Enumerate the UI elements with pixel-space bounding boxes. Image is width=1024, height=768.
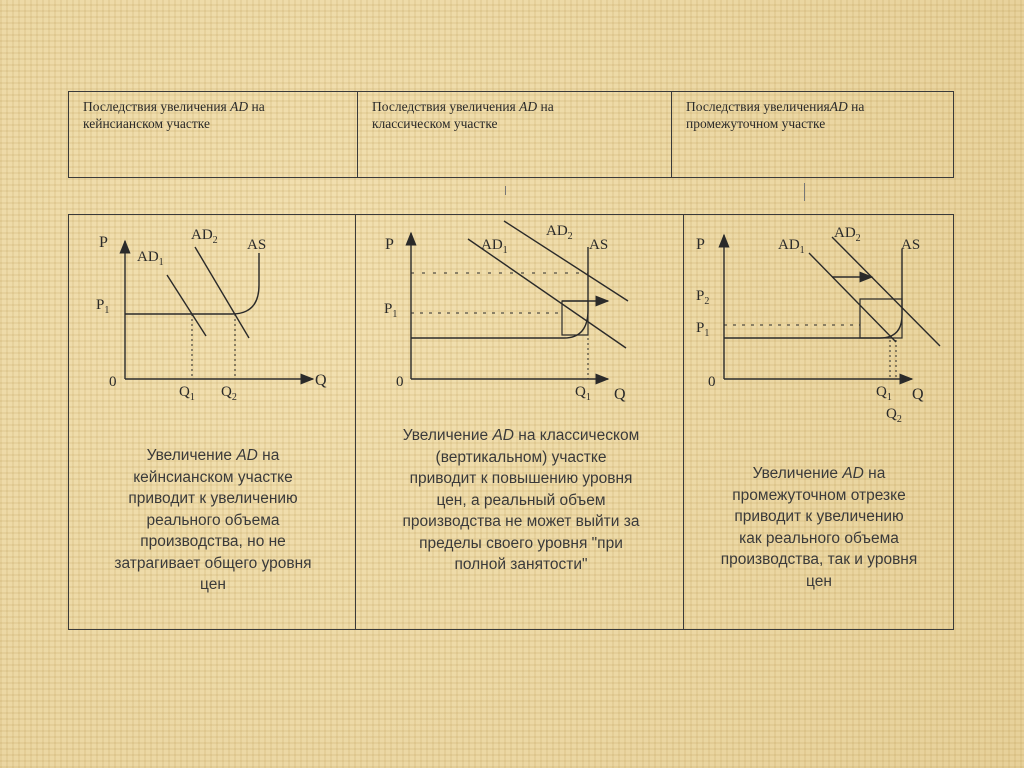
header-intermediate-text: Последствия увеличения [686, 99, 830, 114]
intermediate-description [694, 463, 944, 592]
desc-line: цен [806, 572, 832, 590]
x-axis-label: Q [614, 386, 626, 403]
keynesian-graph [69, 215, 355, 415]
origin-label: 0 [109, 374, 117, 390]
desc-line: промежуточном отрезке [732, 486, 906, 504]
desc-line: Увеличение [752, 465, 843, 482]
ad2-curve [832, 237, 940, 346]
header-keynesian-line2: кейнсианском участке [83, 116, 211, 131]
ad1-label: $AD_1$ [481, 237, 508, 256]
header-intermediate-line2: промежуточном участке [686, 116, 826, 131]
intermediate-graph [684, 215, 954, 425]
header-classical-text: Последствия увеличения [372, 99, 520, 114]
q2-label: $Q_2$ [886, 406, 902, 425]
desc-line: Увеличение [402, 427, 493, 444]
header-intermediate-ad: AD [829, 99, 848, 114]
q1-label: $Q_1$ [575, 384, 591, 403]
tick-mark-right [804, 183, 805, 201]
as-label: AS [247, 237, 267, 253]
p1-label: $P_1$ [696, 320, 710, 339]
desc-line: приводит к увеличению [128, 490, 298, 507]
header-classical-on: на [537, 99, 554, 114]
ad2-label: $AD_2$ [546, 223, 573, 242]
keynesian-description [93, 445, 333, 596]
ad2-curve [195, 247, 249, 338]
desc-line: как реального объема [739, 529, 899, 547]
ad1-curve [809, 253, 896, 342]
desc-line: производства, но не [140, 533, 286, 550]
ad1-label: $AD_1$ [778, 237, 805, 256]
header-intermediate-on: на [847, 99, 865, 114]
as-curve [724, 249, 902, 338]
desc-line: на [863, 465, 886, 482]
classical-cell [355, 215, 683, 629]
header-keynesian-text: Последствия увеличения [83, 99, 231, 114]
q2-label: $Q_2$ [221, 384, 237, 403]
desc-line: Увеличение [146, 447, 237, 464]
ad2-label: $AD_2$ [834, 225, 861, 244]
classical-graph [356, 215, 684, 415]
as-label: AS [589, 237, 609, 253]
desc-line: на [257, 447, 280, 464]
header-classical-ad: AD [519, 99, 538, 114]
header-keynesian [69, 92, 357, 177]
header-classical-line2: классическом участке [372, 116, 498, 131]
desc-line: на классическом [513, 427, 640, 444]
origin-label: 0 [708, 374, 716, 390]
ad1-curve [468, 239, 626, 348]
desc-line: приводит к увеличению [734, 508, 904, 525]
desc-line: цен [200, 576, 226, 593]
x-axis-label: Q [912, 386, 924, 403]
y-axis-label: P [696, 236, 705, 253]
desc-line: затрагивает общего уровня [114, 554, 312, 572]
p2-label: $P_2$ [696, 288, 710, 307]
x-axis-label: Q [315, 372, 327, 389]
header-keynesian-on: на [248, 99, 265, 114]
tick-mark-left [505, 186, 506, 195]
desc-line: производства, так и уровня [720, 551, 918, 568]
origin-label: 0 [396, 374, 404, 390]
ad1-label: $AD_1$ [137, 249, 164, 268]
header-classical [357, 92, 671, 177]
ad2-label: $AD_2$ [191, 227, 218, 246]
desc-ad: AD [842, 465, 864, 482]
header-keynesian-ad: AD [230, 99, 249, 114]
y-axis-label: P [99, 234, 108, 251]
as-label: AS [901, 237, 921, 253]
desc-line: цен, а реальный объем [436, 491, 606, 509]
classical-description [362, 425, 680, 576]
header-intermediate [671, 92, 953, 177]
y-axis-label: P [385, 236, 394, 253]
desc-line: реального объема [146, 511, 280, 529]
desc-ad: AD [236, 447, 258, 464]
q1-label: $Q_1$ [179, 384, 195, 403]
desc-line: приводит к повышению уровня [409, 470, 633, 487]
desc-line: кейнсианском участке [133, 468, 293, 486]
intermediate-cell [683, 215, 953, 629]
ad1-curve [167, 275, 206, 336]
desc-ad: AD [492, 427, 514, 444]
desc-line: производства не может выйти за [402, 513, 640, 530]
p1-label: $P_1$ [96, 297, 110, 316]
p1-label: $P_1$ [384, 301, 398, 320]
desc-line: (вертикальном) участке [435, 448, 607, 466]
desc-line: полной занятости" [454, 556, 588, 573]
header-table [68, 91, 954, 178]
main-table [68, 214, 954, 630]
q1-label: $Q_1$ [876, 384, 892, 403]
desc-line: пределы своего уровня "при [419, 534, 623, 552]
keynesian-cell [69, 215, 355, 629]
